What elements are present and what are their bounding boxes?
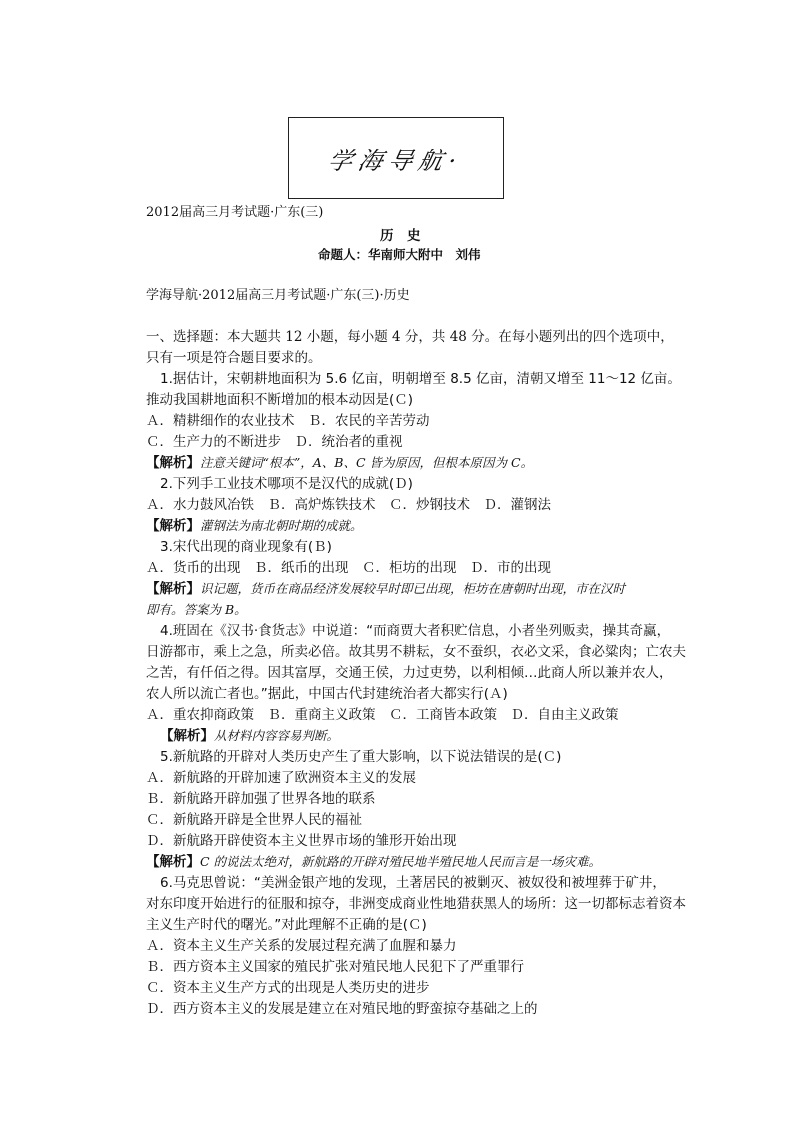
analysis-label: 【解析】 — [160, 728, 214, 744]
question-stem: 对东印度开始进行的征服和掠夺，非洲变成商业性地猎获黑人的场所：这一切都标志着资本 — [146, 896, 686, 912]
question-stem: 推动我国耕地面积不断增加的根本动因是(Ｃ) — [146, 392, 414, 408]
question-option: Ａ．货币的出现 Ｂ．纸币的出现 Ｃ．柜坊的出现 Ｄ．市的出现 — [146, 560, 551, 576]
question-stem: 1.据估计，宋朝耕地面积为 5.6 亿亩，明朝增至 8.5 亿亩，清朝又增至 11～12 亿亩。 — [160, 371, 681, 387]
question-option: Ａ．重农抑商政策 Ｂ．重商主义政策 Ｃ．工商皆本政策 Ｄ．自由主义政策 — [146, 707, 619, 723]
question-stem: 2.下列手工业技术哪项不是汉代的成就(Ｄ) — [160, 476, 413, 492]
subject-title: 历 史 — [380, 228, 421, 244]
question-stem: 3.宋代出现的商业现象有(Ｂ) — [160, 539, 332, 555]
question-stem: 6.马克思曾说：“美洲金银产地的发现，土著居民的被剿灭、被奴役和被埋葬于矿井， — [160, 875, 666, 891]
logo-calligraphy: 学海导航· — [325, 146, 466, 175]
analysis-text-cont: 即有。答案为 B。 — [146, 602, 247, 617]
question-stem: 之苦，有仟佰之得。因其富厚，交通王侯，力过吏势，以利相倾…此商人所以兼并农人， — [146, 665, 673, 681]
analysis-line — [160, 726, 339, 746]
analysis-line — [146, 852, 601, 872]
analysis-text: C 的说法太绝对，新航路的开辟对殖民地半殖民地人民而言是一场灾难。 — [200, 854, 602, 869]
question-stem: 农人所以流亡者也。”据此，中国古代封建统治者大都实行(Ａ) — [146, 686, 508, 702]
analysis-text: 注意关键词“根本”，A、B、C 皆为原因，但根本原因为 C。 — [200, 455, 534, 470]
analysis-line — [146, 516, 363, 536]
question-option: Ａ．新航路的开辟加速了欧洲资本主义的发展 — [146, 770, 416, 786]
section-heading-cont: 只有一项是符合题目要求的。 — [146, 350, 322, 366]
analysis-label: 【解析】 — [146, 854, 200, 870]
question-stem: 日游都市，乘上之急，所卖必倍。故其男不耕耘，女不蚕织，衣必文采，食必粱肉；亡农夫 — [146, 644, 686, 660]
question-option: Ｃ．资本主义生产方式的出现是人类历史的进步 — [146, 980, 430, 996]
subtitle: 学海导航·2012届高三月考试题·广东(三)·历史 — [146, 288, 410, 303]
analysis-label: 【解析】 — [146, 455, 200, 471]
analysis-label: 【解析】 — [146, 518, 200, 534]
analysis-line — [146, 579, 625, 599]
question-option: Ｄ．新航路开辟使资本主义世界市场的雏形开始出现 — [146, 833, 457, 849]
question-option: Ｃ．生产力的不断进步 Ｄ．统治者的重视 — [146, 434, 403, 450]
question-stem: 主义生产时代的曙光。”对此理解不正确的是(Ｃ) — [146, 917, 427, 933]
analysis-text: 灌钢法为南北朝时期的成就。 — [200, 518, 363, 533]
question-option: Ａ．资本主义生产关系的发展过程充满了血腥和暴力 — [146, 938, 457, 954]
question-option: Ａ．精耕细作的农业技术 Ｂ．农民的辛苦劳动 — [146, 413, 430, 429]
question-option: Ｄ．西方资本主义的发展是建立在对殖民地的野蛮掠夺基础之上的 — [146, 1001, 538, 1017]
logo-box — [288, 117, 504, 199]
analysis-text: 识记题，货币在商品经济发展较早时即已出现，柜坊在唐朝时出现，市在汉时 — [200, 581, 626, 596]
analysis-text: 从材料内容容易判断。 — [214, 728, 340, 743]
author-line: 命题人：华南师大附中 刘伟 — [318, 247, 481, 262]
section-heading: 一、选择题：本大题共 12 小题，每小题 4 分，共 48 分。在每小题列出的四个选项中， — [146, 329, 674, 345]
exam-title: 2012届高三月考试题·广东(三) — [146, 205, 324, 220]
question-option: Ｃ．新航路开辟是全世界人民的福祉 — [146, 812, 362, 828]
analysis-label: 【解析】 — [146, 581, 200, 597]
question-option: Ａ．水力鼓风冶铁 Ｂ．高炉炼铁技术 Ｃ．炒钢技术 Ｄ．灌钢法 — [146, 497, 551, 513]
question-option: Ｂ．新航路开辟加强了世界各地的联系 — [146, 791, 376, 807]
analysis-line — [146, 453, 533, 473]
question-stem: 5.新航路的开辟对人类历史产生了重大影响，以下说法错误的是(Ｃ) — [160, 749, 562, 765]
question-stem: 4.班固在《汉书·食货志》中说道：“而商贾大者积贮信息，小者坐列贩卖，操其奇赢， — [160, 623, 671, 639]
question-option: Ｂ．西方资本主义国家的殖民扩张对殖民地人民犯下了严重罪行 — [146, 959, 524, 975]
